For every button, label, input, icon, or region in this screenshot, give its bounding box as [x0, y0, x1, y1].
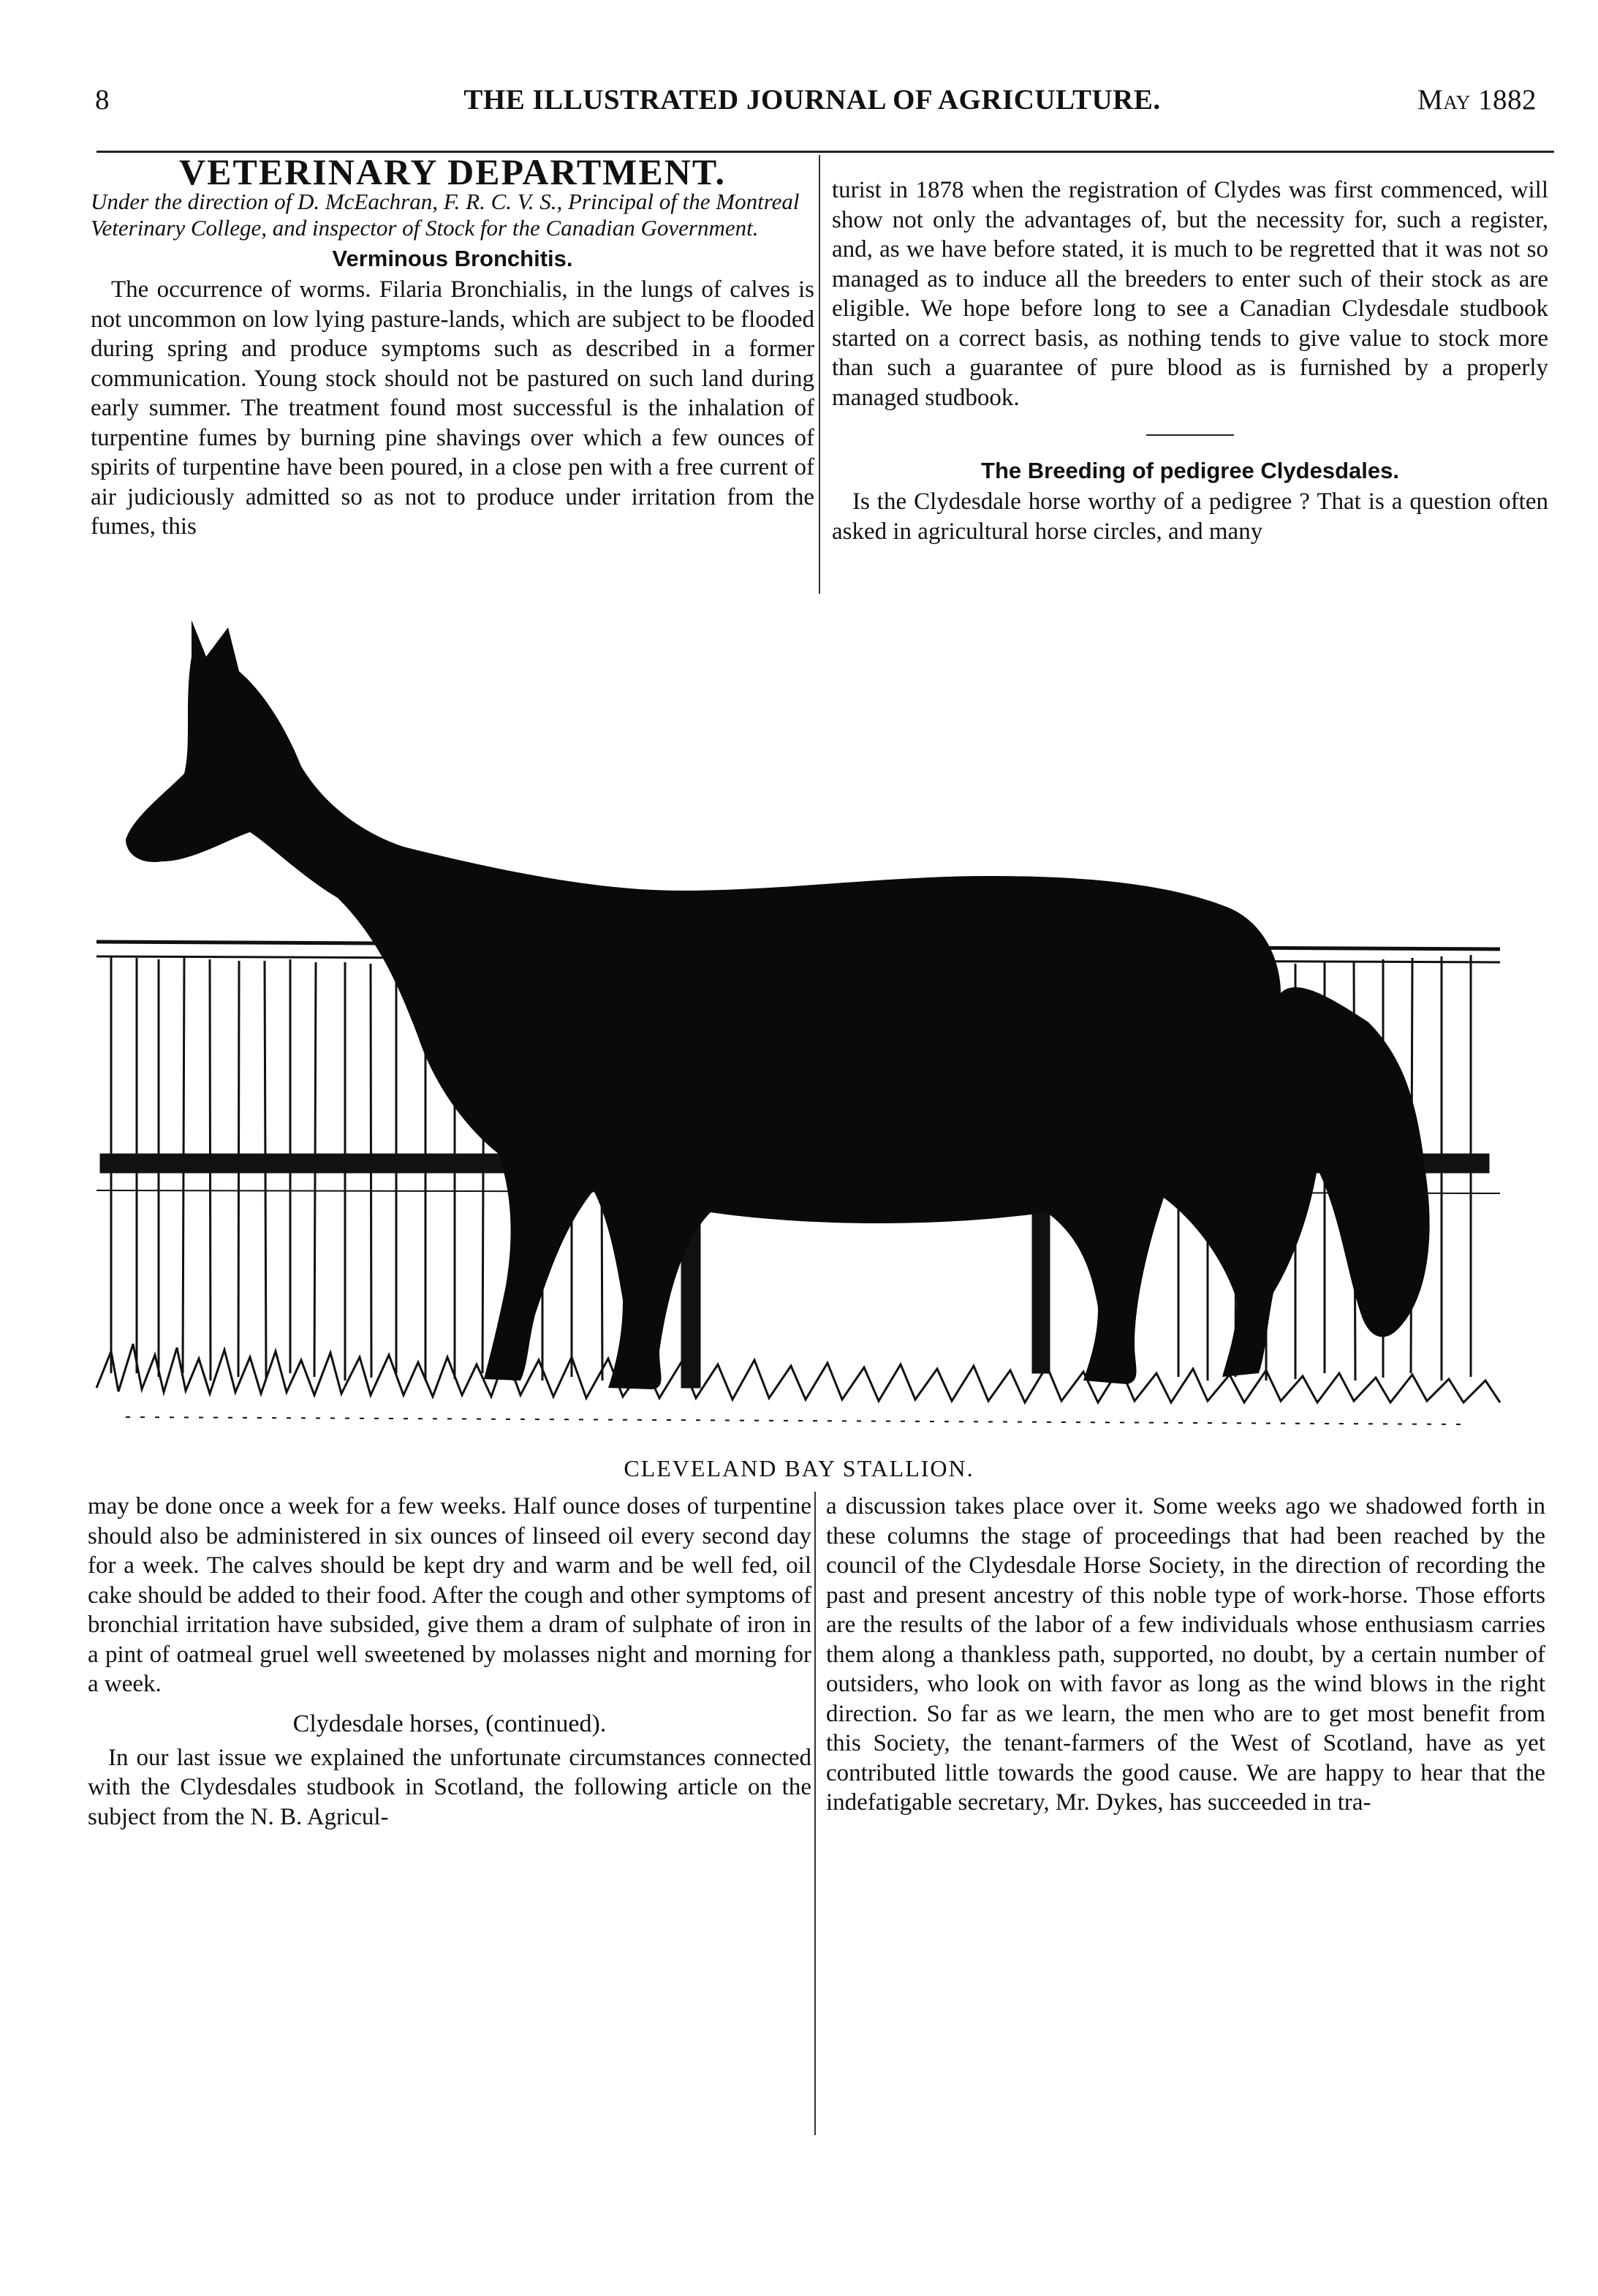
section-title-clydesdale-horses: Clydesdale horses, (continued).	[292, 1710, 607, 1737]
grass	[96, 1344, 1500, 1424]
column-rule-top	[819, 155, 820, 594]
department-title: VETERINARY DEPARTMENT.	[179, 151, 726, 192]
issue-date: May 1882	[1417, 84, 1537, 116]
article-paragraph: a discussion takes place over it. Some weeks ago we shadowed forth in these columns the stage of proceedings that had been reached by the council of the Clydesdale Horse Society, in the direction of recording the past and present ancestry of this noble type of work-horse. Those efforts are the results of the labor of a few individuals whose enthusiasm carries them along a thankless path, supported, no doubt, by a certain number of outsiders, who look on with favor as long as the wind blows in the right direction. So far as we learn, the men who are to get most benefit from this Society, the tenant-farmers of the West of Scotland, have as yet contributed little towards the good cause. We are happy to hear that the indefatigable secretary, Mr. Dykes, has succeeded in tra-	[826, 1493, 1545, 1816]
cleveland-bay-stallion-engraving	[82, 613, 1537, 1439]
right-column-top	[832, 175, 1548, 546]
section-divider	[1146, 434, 1234, 436]
running-header	[88, 83, 1537, 127]
article-paragraph: In our last issue we explained the unfortunate circumstances connected with the Clydesdales studbook in Scotland, the following article on the subject from the N. B. Agricul-	[88, 1744, 811, 1830]
article-paragraph: turist in 1878 when the registration of Clydes was first commenced, will show not only the advantages of, but the necessity for, such a register, and, as we have before stated, it is much to be regretted that it was not so managed as to induce all the breeders to enter such of their stock as are eligible. We hope before long to see a Canadian Clydesdale studbook started on a correct basis, as nothing tends to give value to stock more than such a guarantee of pure blood as is furnished by a properly managed studbook.	[832, 177, 1548, 411]
article-paragraph: Is the Clydesdale horse worthy of a pedigree ? That is a question often asked in agricultural horse circles, and many	[832, 488, 1548, 545]
right-column-bottom	[826, 1492, 1545, 1818]
section-title-verminous-bronchitis: Verminous Bronchitis.	[332, 246, 573, 271]
horse-silhouette	[126, 620, 1430, 1389]
article-paragraph: The occurrence of worms. Filaria Bronchialis, in the lungs of calves is not uncommon on low lying pasture-lands, which are subject to be flooded during spring and produce symptoms such as described in a former communication. Young stock should not be pastured on such land during early summer. The treatment found most successful is the inhalation of turpentine fumes by burning pine shavings over which a few ounces of spirits of turpentine have been poured, in a close pen with a free current of air judiciously admitted so as not to produce under irritation from the fumes, this	[91, 276, 814, 540]
section-title-breeding-pedigree: The Breeding of pedigree Clydesdales.	[981, 458, 1399, 483]
left-column-bottom	[88, 1492, 811, 1832]
page-number: 8	[95, 84, 110, 116]
illustration-caption: CLEVELAND BAY STALLION.	[624, 1455, 974, 1481]
journal-title: THE ILLUSTRATED JOURNAL OF AGRICULTURE.	[463, 84, 1161, 116]
column-rule-bottom	[814, 1492, 816, 2135]
department-subtitle: Under the direction of D. McEachran, F. R. C. V. S., Principal of the Montreal Veterinary College, and inspector of Stock for the Canadian Government.	[91, 189, 800, 241]
article-paragraph: may be done once a week for a few weeks. Half ounce doses of turpentine should also be administered in six ounces of linseed oil every second day for a week. The calves should be kept dry and warm and be well fed, oil cake should be added to their food. After the cough and other symptoms of bronchial irritation have subsided, give them a dram of sulphate of iron in a pint of oatmeal gruel well sweetened by molasses night and morning for a week.	[88, 1493, 811, 1697]
left-column-top	[91, 151, 814, 542]
